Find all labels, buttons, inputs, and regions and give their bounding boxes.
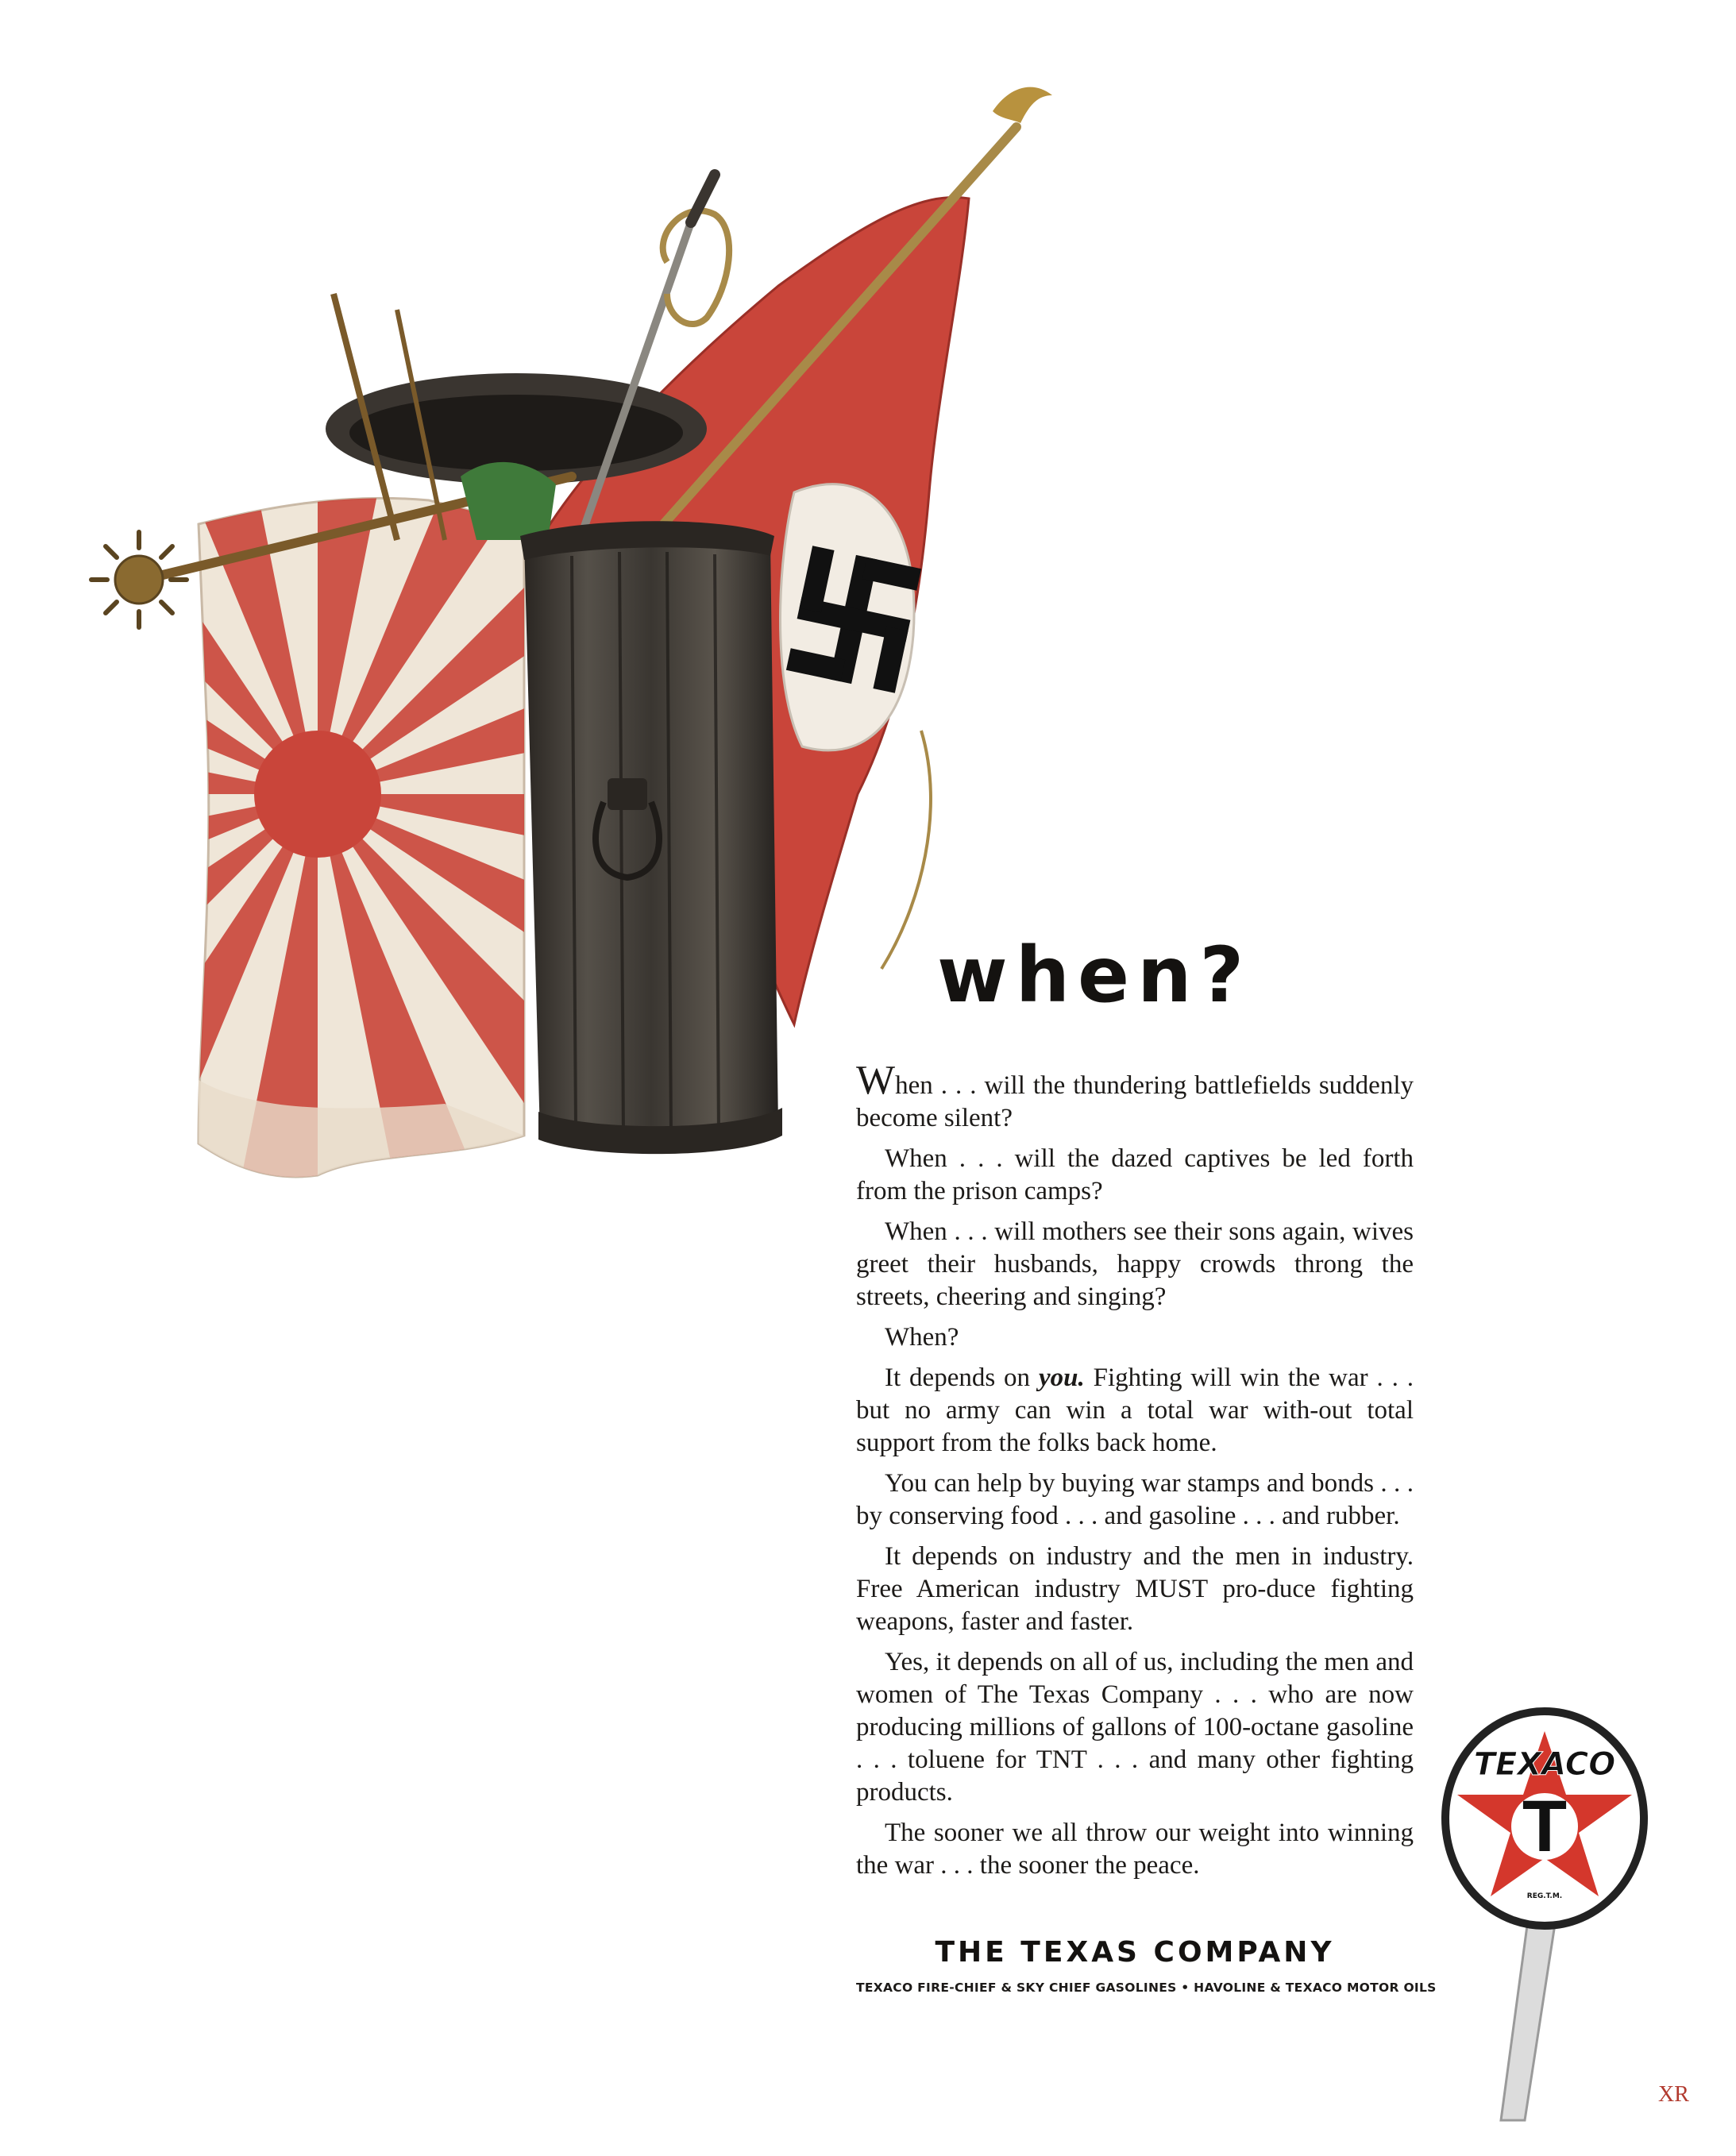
- body-copy: [856, 1060, 1414, 1890]
- sun-ray: [79, 93, 318, 794]
- paragraph: Yes, it depends on all of us, including the men and women of The Texas Company . . . who are now producing millions of gallons of 100-octane gasoline . . . toluene for TNT . . . and many other fighting products.: [856, 1648, 1414, 1807]
- emphasis: you.: [1038, 1363, 1085, 1392]
- war-trophies-illustration: [79, 79, 1072, 1191]
- sun-disc: [254, 731, 381, 858]
- paragraph: When . . . will the dazed captives be led forth from the prison camps?: [856, 1144, 1414, 1205]
- paragraph: [856, 1362, 1414, 1460]
- headline: when?: [937, 931, 1252, 1020]
- company-name: THE TEXAS COMPANY: [935, 1936, 1335, 1969]
- paragraph: When?: [885, 1323, 959, 1352]
- product-line: TEXACO FIRE-CHIEF & SKY CHIEF GASOLINES • HAVOLINE & TEXACO MOTOR OILS: [856, 1981, 1437, 1995]
- corner-mark: XR: [1658, 2082, 1689, 2107]
- paragraph: The sooner we all throw our weight into winning the war . . . the sooner the peace.: [856, 1819, 1414, 1880]
- paragraph-text: Fighting will win the war . . . but no army can win a total war with-out total support from the folks back home.: [856, 1363, 1414, 1457]
- sign-reg-mark: REG.T.M.: [1526, 1892, 1563, 1900]
- paragraph: When . . . will mothers see their sons again, wives greet their husbands, happy crowds throng the streets, cheering and singing?: [856, 1217, 1414, 1311]
- sign-letter: T: [1522, 1786, 1568, 1867]
- paragraph-text: hen . . . will the thundering battlefields suddenly become silent?: [856, 1071, 1414, 1132]
- paragraph: [856, 1060, 1414, 1135]
- drop-cap: W: [856, 1058, 896, 1103]
- drum: [520, 521, 782, 1154]
- green-cloth: [461, 462, 556, 540]
- eagle-finial-icon: [993, 87, 1052, 123]
- paragraph-text: It depends on: [885, 1363, 1039, 1392]
- drum-handle-mount: [608, 778, 647, 810]
- texaco-sign: [1437, 1707, 1652, 2128]
- paragraph: It depends on industry and the men in industry. Free American industry MUST pro-duce fighting weapons, faster and faster.: [856, 1542, 1414, 1636]
- sign-brand: TEXACO: [1473, 1746, 1616, 1783]
- paragraph: You can help by buying war stamps and bonds . . . by conserving food . . . and gasoline . . . and rubber.: [856, 1469, 1414, 1530]
- sign-post: [1501, 1914, 1557, 2120]
